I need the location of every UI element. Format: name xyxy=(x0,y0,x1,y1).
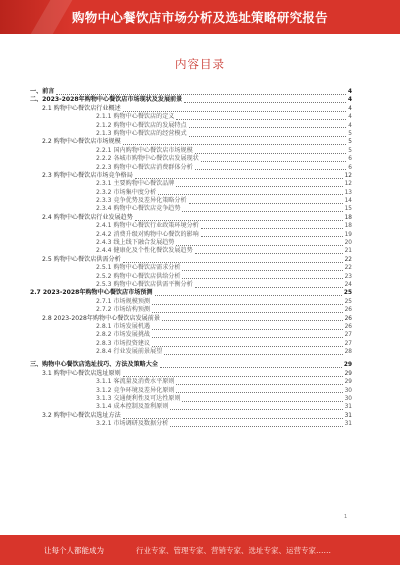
toc-leader-dots xyxy=(170,409,342,410)
toc-entry-title: 3.1.4 成本控制及盈利原则 xyxy=(96,403,169,411)
toc-entry[interactable] xyxy=(30,420,352,428)
toc-leader-dots xyxy=(195,253,343,254)
toc-entry-page: 26 xyxy=(344,307,352,314)
toc-entry[interactable] xyxy=(30,180,352,188)
toc-entry-page: 31 xyxy=(344,412,352,419)
toc-entry[interactable] xyxy=(30,362,352,370)
toc-entry-title: 2.3 购物中心餐饮店市场竞争格局 xyxy=(42,171,133,179)
toc-entry-title: 2.2.2 各城市购物中心餐饮店发展现状 xyxy=(96,155,199,163)
toc-entry-title: 2.8.3 市场投资建议 xyxy=(96,339,151,347)
toc-entry-page: 25 xyxy=(343,290,352,297)
toc-entry-title: 2.4 购物中心餐饮店行业发展趋势 xyxy=(42,213,133,221)
toc-leader-dots xyxy=(155,295,342,296)
toc-leader-dots xyxy=(152,304,343,305)
toc-entry[interactable] xyxy=(30,172,352,180)
toc-entry-page: 24 xyxy=(344,281,352,288)
table-of-contents xyxy=(30,88,352,429)
toc-entry-title: 2.7.2 市场结构预测 xyxy=(96,306,151,314)
toc-entry-page: 4 xyxy=(347,88,352,95)
toc-entry-page: 4 xyxy=(348,114,352,121)
toc-leader-dots xyxy=(123,418,343,419)
toc-leader-dots xyxy=(176,384,342,385)
toc-entry[interactable] xyxy=(30,315,352,323)
toc-entry-page: 30 xyxy=(344,396,352,403)
toc-entry-page: 15 xyxy=(344,206,352,213)
toc-entry[interactable] xyxy=(30,147,352,155)
toc-entry[interactable] xyxy=(30,96,352,104)
toc-leader-dots xyxy=(170,426,342,427)
toc-entry-title: 2.1 购物中心餐饮店行业概述 xyxy=(42,104,121,112)
toc-entry-page: 5 xyxy=(348,130,352,137)
toc-entry[interactable] xyxy=(30,395,352,403)
toc-entry-page: 4 xyxy=(348,122,352,129)
toc-entry-page: 26 xyxy=(344,315,352,322)
toc-entry-page: 27 xyxy=(344,340,352,347)
toc-entry-page: 5 xyxy=(348,139,352,146)
toc-entry-page: 19 xyxy=(344,231,352,238)
toc-entry-page: 4 xyxy=(348,105,352,112)
toc-leader-dots xyxy=(123,144,347,145)
toc-entry[interactable] xyxy=(30,138,352,146)
toc-entry[interactable] xyxy=(30,273,352,281)
toc-leader-dots xyxy=(182,401,342,402)
toc-leader-dots xyxy=(182,270,342,271)
toc-entry-title: 2.3.1 主要购物中心餐饮品牌 xyxy=(96,180,175,188)
toc-leader-dots xyxy=(123,376,343,377)
toc-entry-page: 5 xyxy=(348,147,352,154)
footer-slogan: 让每个人都能成为 xyxy=(44,546,104,555)
toc-entry-title: 2.2 购物中心餐饮店市场规模 xyxy=(42,138,121,146)
toc-entry-page: 18 xyxy=(344,214,352,221)
toc-leader-dots xyxy=(56,94,346,95)
toc-entry[interactable] xyxy=(30,256,352,264)
toc-entry[interactable] xyxy=(30,306,352,314)
toc-entry-title: 3.1 购物中心餐饮店选址原则 xyxy=(42,369,121,377)
toc-entry-title: 2.5.1 购物中心餐饮店需求分析 xyxy=(96,264,181,272)
toc-entry-title: 3.1.1 客流量及消费水平原则 xyxy=(96,378,175,386)
toc-entry-page: 22 xyxy=(344,256,352,263)
toc-leader-dots xyxy=(176,245,342,246)
toc-entry[interactable] xyxy=(30,289,352,297)
toc-entry-title: 2.1.3 购物中心餐饮店的经营模式 xyxy=(96,129,187,137)
toc-leader-dots xyxy=(176,392,342,393)
toc-leader-dots xyxy=(195,153,347,154)
toc-entry-page: 29 xyxy=(344,370,352,377)
toc-entry-page: 25 xyxy=(344,298,352,305)
toc-leader-dots xyxy=(162,320,343,321)
toc-entry-page: 4 xyxy=(347,97,352,104)
toc-entry-title: 2.2.3 购物中心餐饮店消费群体分析 xyxy=(96,163,193,171)
toc-entry-page: 30 xyxy=(344,387,352,394)
toc-leader-dots xyxy=(152,312,343,313)
toc-leader-dots xyxy=(195,169,347,170)
toc-entry[interactable] xyxy=(30,348,352,356)
toc-entry-page: 29 xyxy=(344,379,352,386)
toc-heading: 内容目录 xyxy=(175,57,225,71)
toc-entry-page: 18 xyxy=(344,223,352,230)
toc-entry[interactable] xyxy=(30,164,352,172)
toc-entry-page: 12 xyxy=(344,181,352,188)
toc-entry-page: 31 xyxy=(344,404,352,411)
toc-entry[interactable] xyxy=(30,370,352,378)
toc-entry-page: 6 xyxy=(348,164,352,171)
toc-entry-title: 2.8.1 市场发展机遇 xyxy=(96,322,151,330)
toc-leader-dots xyxy=(160,367,342,368)
toc-leader-dots xyxy=(176,186,342,187)
toc-entry-title: 2.4.3 线上线下融合发展趋势 xyxy=(96,239,175,247)
toc-entry[interactable] xyxy=(30,403,352,411)
toc-leader-dots xyxy=(189,203,343,204)
toc-entry-page: 31 xyxy=(344,421,352,428)
toc-entry-title: 三、购物中心餐饮店选址技巧、方法及策略大全 xyxy=(30,361,158,369)
toc-entry-page: 23 xyxy=(344,273,352,280)
toc-leader-dots xyxy=(135,178,343,179)
toc-entry-title: 2.5 购物中心餐饮店供需分析 xyxy=(42,255,121,263)
toc-entry-title: 2.1.2 购物中心餐饮店的发展特点 xyxy=(96,121,187,129)
toc-entry[interactable] xyxy=(30,247,352,255)
toc-leader-dots xyxy=(152,346,343,347)
toc-entry-title: 2.5.2 购物中心餐饮店供给分析 xyxy=(96,272,181,280)
toc-entry[interactable] xyxy=(30,113,352,121)
page-number: 1 xyxy=(344,514,348,520)
toc-leader-dots xyxy=(201,161,347,162)
toc-leader-dots xyxy=(164,354,342,355)
toc-entry-page: 21 xyxy=(344,248,352,255)
toc-entry-title: 2.8 2023-2028年购物中心餐饮店发展前景 xyxy=(42,314,160,322)
toc-entry-title: 2.3.2 市场集中度分析 xyxy=(96,188,157,196)
toc-entry[interactable] xyxy=(30,105,352,113)
toc-entry-title: 2.1.1 购物中心餐饮店的定义 xyxy=(96,113,175,121)
toc-entry[interactable] xyxy=(30,378,352,386)
toc-entry-page: 29 xyxy=(343,362,352,369)
toc-entry[interactable] xyxy=(30,231,352,239)
toc-entry-title: 一、前言 xyxy=(30,87,55,95)
toc-leader-dots xyxy=(189,136,347,137)
toc-entry-title: 2.3.4 购物中心餐饮店竞争趋势 xyxy=(96,205,181,213)
footer-tagline: 行业专家、管理专家、营销专家、选址专家、运营专家…… xyxy=(136,546,331,555)
toc-entry-title: 2.2.1 国内购物中心餐饮店市场规模 xyxy=(96,146,193,154)
toc-entry-title: 2.8.4 行业发展前景展望 xyxy=(96,348,163,356)
toc-entry-title: 2.4.1 购物中心餐饮行业政策环境分析 xyxy=(96,222,199,230)
toc-leader-dots xyxy=(135,220,343,221)
toc-entry-title: 2.7.1 市场规模预测 xyxy=(96,297,151,305)
toc-entry-page: 28 xyxy=(344,349,352,356)
toc-leader-dots xyxy=(201,236,343,237)
toc-entry[interactable] xyxy=(30,155,352,163)
toc-entry-title: 3.1.3 交通便利性及可达性原则 xyxy=(96,395,181,403)
toc-leader-dots xyxy=(152,329,343,330)
toc-entry[interactable] xyxy=(30,214,352,222)
toc-leader-dots xyxy=(189,127,347,128)
toc-leader-dots xyxy=(158,194,343,195)
toc-entry-title: 3.2.1 市场调研及数据分析 xyxy=(96,420,169,428)
report-title: 购物中心餐饮店市场分析及选址策略研究报告 xyxy=(71,10,328,25)
toc-entry[interactable] xyxy=(30,323,352,331)
toc-entry-page: 27 xyxy=(344,332,352,339)
toc-entry-page: 20 xyxy=(344,240,352,247)
toc-entry[interactable] xyxy=(30,197,352,205)
toc-entry[interactable] xyxy=(30,205,352,213)
page-header xyxy=(0,0,400,34)
toc-entry-page: 6 xyxy=(348,156,352,163)
toc-entry-page: 22 xyxy=(344,265,352,272)
toc-entry[interactable] xyxy=(30,387,352,395)
toc-entry[interactable] xyxy=(30,189,352,197)
toc-leader-dots xyxy=(182,278,342,279)
toc-entry[interactable] xyxy=(30,122,352,130)
toc-entry[interactable] xyxy=(30,298,352,306)
toc-entry-title: 2.4.2 消费升级对购物中心餐饮的影响 xyxy=(96,230,199,238)
toc-entry[interactable] xyxy=(30,412,352,420)
toc-leader-dots xyxy=(184,102,346,103)
toc-leader-dots xyxy=(182,211,342,212)
toc-entry-title: 2.8.2 市场发展挑战 xyxy=(96,331,151,339)
toc-entry-page: 12 xyxy=(344,172,352,179)
toc-entry-page: 26 xyxy=(344,323,352,330)
toc-leader-dots xyxy=(152,337,343,338)
toc-entry[interactable] xyxy=(30,264,352,272)
toc-entry-page: 14 xyxy=(344,198,352,205)
toc-entry[interactable] xyxy=(30,331,352,339)
toc-leader-dots xyxy=(123,111,347,112)
toc-entry[interactable] xyxy=(30,340,352,348)
toc-leader-dots xyxy=(201,228,343,229)
toc-entry-title: 3.2 购物中心餐饮店选址方法 xyxy=(42,411,121,419)
toc-entry-title: 2.4.4 健康化及个性化餐饮发展趋势 xyxy=(96,247,193,255)
toc-entry-title: 2.3.3 竞争优势及差异化策略分析 xyxy=(96,197,187,205)
toc-entry-title: 二、2023-2028年购物中心餐饮店市场现状及发展前景 xyxy=(30,96,183,104)
toc-leader-dots xyxy=(195,287,343,288)
toc-leader-dots xyxy=(123,262,343,263)
toc-entry-title: 2.7 2023-2028年购物中心餐饮店市场预测 xyxy=(30,289,153,297)
page-footer xyxy=(0,535,400,565)
toc-entry-title: 3.1.2 竞争环境及差异化原则 xyxy=(96,386,175,394)
toc-entry[interactable] xyxy=(30,222,352,230)
toc-entry-title: 2.5.3 购物中心餐饮店供需平衡分析 xyxy=(96,280,193,288)
toc-leader-dots xyxy=(176,119,346,120)
toc-entry-page: 13 xyxy=(344,189,352,196)
